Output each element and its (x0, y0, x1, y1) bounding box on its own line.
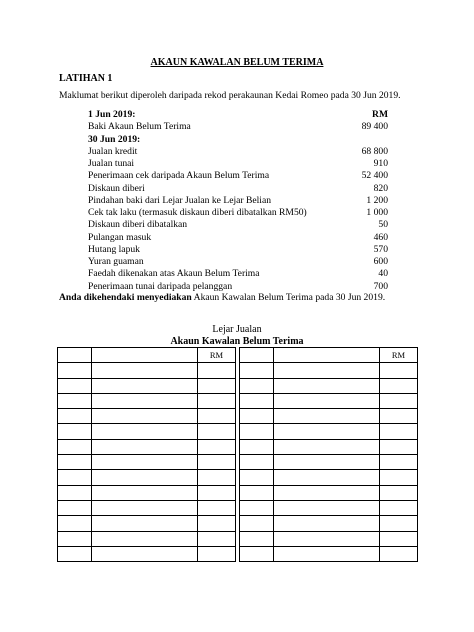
ledger-cell[interactable] (240, 348, 274, 363)
ledger-cell[interactable] (92, 348, 198, 363)
ledger-cell[interactable] (92, 363, 198, 378)
ledger-cell[interactable] (240, 485, 274, 500)
list-item (88, 232, 388, 244)
ledger-cell[interactable] (274, 485, 380, 500)
ledger-cell[interactable] (92, 455, 198, 470)
ledger-cell[interactable] (198, 485, 236, 500)
item-amount: 50 (378, 219, 388, 231)
ledger-cell[interactable] (240, 546, 274, 561)
item-label: Cek tak laku (termasuk diskaun diberi dibatalkan RM50) (88, 207, 307, 218)
ledger-cell[interactable] (198, 424, 236, 439)
ledger-cell[interactable] (240, 531, 274, 546)
list-item (88, 121, 388, 133)
document-title: AKAUN KAWALAN BELUM TERIMA (150, 57, 324, 68)
list-item (88, 244, 388, 256)
ledger-cell[interactable] (274, 546, 380, 561)
ledger-cell[interactable] (380, 378, 418, 393)
ledger-cell[interactable] (274, 470, 380, 485)
ledger-cell[interactable] (274, 424, 380, 439)
ledger-cell[interactable] (240, 409, 274, 424)
ledger-row (58, 393, 418, 408)
item-label: Pindahan baki dari Lejar Jualan ke Lejar Belian (88, 194, 272, 206)
ledger-cell[interactable] (58, 363, 92, 378)
ledger-cell[interactable] (58, 378, 92, 393)
ledger-row (58, 455, 418, 470)
ledger-cell[interactable] (380, 439, 418, 454)
ledger-cell[interactable] (274, 531, 380, 546)
ledger-cell[interactable] (380, 516, 418, 531)
ledger-cell[interactable] (380, 531, 418, 546)
item-amount: 52 400 (361, 170, 388, 182)
ledger-cell[interactable] (58, 485, 92, 500)
item-amount: 68 800 (361, 145, 388, 157)
item-label: Penerimaan cek daripada Akaun Belum Terima (88, 170, 270, 182)
ledger-cell[interactable] (274, 363, 380, 378)
ledger-cell[interactable] (92, 424, 198, 439)
list-item (88, 281, 388, 293)
ledger-row (58, 485, 418, 500)
ledger-cell[interactable] (380, 500, 418, 515)
item-amount: 910 (373, 158, 388, 169)
ledger-row (58, 363, 418, 378)
item-label: Pulangan masuk (88, 231, 152, 243)
ledger-subtitle: Akaun Kawalan Belum Terima (170, 336, 304, 347)
ledger-cell[interactable] (92, 531, 198, 546)
date-june-1-label: 1 Jun 2019: (88, 109, 136, 120)
ledger-cell[interactable] (380, 546, 418, 561)
ledger-cell[interactable] (198, 455, 236, 470)
item-amount: 600 (373, 256, 388, 267)
list-item (88, 268, 388, 280)
list-item (88, 158, 388, 170)
list-item (88, 146, 388, 158)
ledger-cell[interactable] (240, 363, 274, 378)
ledger-cell[interactable] (198, 409, 236, 424)
ledger-table (57, 347, 418, 562)
item-label: 30 Jun 2019: (88, 133, 141, 145)
ledger-cell[interactable] (58, 455, 92, 470)
item-amount: 820 (373, 182, 388, 194)
ledger-cell[interactable] (198, 439, 236, 454)
ledger-cell[interactable] (198, 363, 236, 378)
ledger-cell[interactable] (274, 500, 380, 515)
list-item (88, 195, 388, 207)
ledger-cell[interactable] (380, 470, 418, 485)
item-amount: 570 (373, 243, 388, 255)
list-item (88, 170, 388, 182)
ledger-row (58, 546, 418, 561)
item-amount: 700 (373, 280, 388, 292)
ledger-cell[interactable] (92, 470, 198, 485)
ledger-cell[interactable] (380, 363, 418, 378)
ledger-cell[interactable] (380, 455, 418, 470)
ledger-cell[interactable] (240, 439, 274, 454)
ledger-row (58, 378, 418, 393)
ledger-cell[interactable] (240, 470, 274, 485)
ledger-row (58, 409, 418, 424)
ledger-cell[interactable] (92, 500, 198, 515)
ledger-cell[interactable] (240, 516, 274, 531)
ledger-cell[interactable] (58, 439, 92, 454)
ledger-cell[interactable] (58, 393, 92, 408)
list-item (88, 134, 388, 146)
ledger-cell[interactable] (274, 348, 380, 363)
ledger-cell[interactable] (92, 393, 198, 408)
ledger-cell[interactable] (380, 393, 418, 408)
ledger-row (58, 516, 418, 531)
ledger-cell[interactable] (58, 531, 92, 546)
list-item (88, 183, 388, 195)
item-label: Penerimaan tunai daripada pelanggan (88, 280, 233, 292)
item-amount: 460 (373, 231, 388, 243)
ledger-row (58, 439, 418, 454)
ledger-cell[interactable] (198, 546, 236, 561)
ledger-cell[interactable] (58, 348, 92, 363)
ledger-cell[interactable] (198, 500, 236, 515)
list-header-row (88, 109, 388, 121)
ledger-row (58, 470, 418, 485)
item-label: Yuran guaman (88, 256, 144, 267)
task-instruction-bold: Anda dikehendaki menyediakan (59, 292, 192, 303)
ledger-cell[interactable] (92, 485, 198, 500)
ledger-cell[interactable] (274, 439, 380, 454)
item-label: Hutang lapuk (88, 243, 140, 255)
ledger-cell[interactable] (58, 424, 92, 439)
ledger-cell[interactable] (274, 409, 380, 424)
ledger-cell[interactable] (198, 531, 236, 546)
item-label: Faedah dikenakan atas Akaun Belum Terima (88, 268, 260, 280)
item-label: Diskaun diberi dibatalkan (88, 219, 188, 231)
ledger-cell[interactable] (240, 424, 274, 439)
ledger-cell[interactable] (274, 393, 380, 408)
ledger-cell[interactable] (380, 409, 418, 424)
ledger-cell[interactable] (240, 455, 274, 470)
ledger-cell[interactable] (240, 500, 274, 515)
ledger-header-row (58, 348, 418, 363)
ledger-cell[interactable] (92, 378, 198, 393)
ledger-row (58, 424, 418, 439)
item-amount: 89 400 (361, 121, 388, 133)
ledger-cell[interactable] (198, 470, 236, 485)
ledger-cell[interactable] (240, 378, 274, 393)
ledger-cell[interactable] (58, 500, 92, 515)
ledger-cell[interactable] (274, 516, 380, 531)
item-label: Diskaun diberi (88, 182, 145, 194)
item-amount: 1 000 (366, 207, 388, 218)
ledger-cell[interactable] (92, 409, 198, 424)
transaction-list (88, 109, 388, 293)
item-label: Jualan tunai (88, 158, 135, 169)
ledger-cell[interactable] (198, 516, 236, 531)
intro-paragraph: Maklumat berikut diperoleh daripada rekod perakaunan Kedai Romeo pada 30 Jun 2019. (59, 90, 401, 101)
ledger-cell[interactable] (92, 546, 198, 561)
ledger-row (58, 531, 418, 546)
ledger-rm-left: RM (198, 348, 236, 363)
ledger-cell[interactable] (380, 485, 418, 500)
exercise-heading: LATIHAN 1 (59, 73, 113, 84)
ledger-cell[interactable] (92, 516, 198, 531)
ledger-cell[interactable] (380, 424, 418, 439)
list-item (88, 207, 388, 219)
ledger-cell[interactable] (240, 393, 274, 408)
ledger-rm-right: RM (380, 348, 418, 363)
ledger-cell[interactable] (58, 516, 92, 531)
task-instruction (59, 293, 385, 303)
item-label: Baki Akaun Belum Terima (88, 121, 191, 133)
ledger-cell[interactable] (58, 409, 92, 424)
ledger-cell[interactable] (58, 546, 92, 561)
item-amount: 1 200 (366, 194, 388, 206)
ledger-cell[interactable] (92, 439, 198, 454)
ledger-cell[interactable] (58, 470, 92, 485)
ledger-cell[interactable] (274, 455, 380, 470)
ledger-cell[interactable] (274, 378, 380, 393)
task-instruction-rest: Akaun Kawalan Belum Terima pada 30 Jun 2019. (191, 292, 386, 303)
ledger-title: Lejar Jualan (212, 324, 262, 335)
ledger-row (58, 500, 418, 515)
ledger-cell[interactable] (198, 378, 236, 393)
list-item (88, 219, 388, 231)
item-amount: 40 (378, 268, 388, 280)
ledger-cell[interactable] (198, 393, 236, 408)
rm-column-header: RM (372, 109, 388, 120)
item-label: Jualan kredit (88, 145, 138, 157)
list-item (88, 256, 388, 268)
